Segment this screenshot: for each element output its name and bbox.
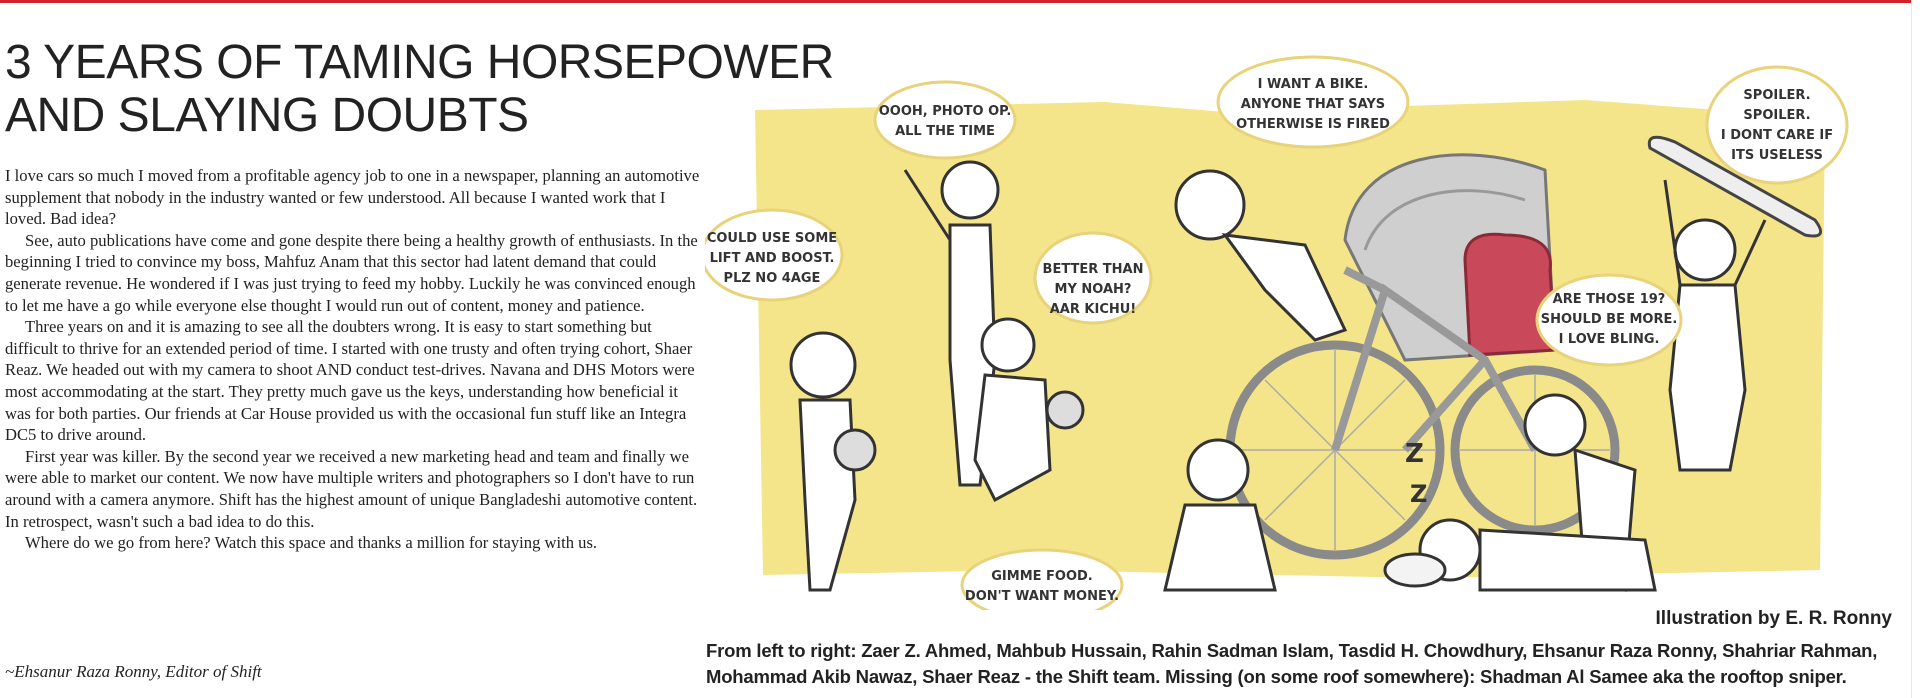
- bubble-line: ITS USELESS: [1731, 148, 1823, 163]
- bubble-line: ARE THOSE 19?: [1552, 292, 1666, 307]
- sleep-z: Z: [1410, 480, 1428, 508]
- bubble-line: SPOILER.: [1743, 88, 1811, 103]
- bubble-line: LIFT AND BOOST.: [709, 251, 835, 266]
- bubble-line: AAR KICHU!: [1049, 302, 1137, 317]
- person-head: [1188, 440, 1248, 500]
- article-paragraph: Three years on and it is amazing to see all the doubters wrong. It is easy to start something but difficult to thrive for an extended period of time. I started with one trusty and often trying cohort, Shaer Reaz. We headed out with my camera to shoot AND conduct test-drives. Navana and DHS Motors were most accommodating at the start. They pretty much gave us the keys, understanding how beneficial it was for both parties. Our friends at Car House provided us with the occasional fun stuff like an Integra DC5 to drive around.: [5, 317, 695, 445]
- bubble-line: OOOH, PHOTO OP.: [878, 104, 1012, 119]
- bubble-line: ALL THE TIME: [895, 124, 995, 139]
- bubble-line: I WANT A BIKE.: [1257, 77, 1369, 92]
- bubble-line: COULD USE SOME: [706, 231, 838, 246]
- bubble-line: GIMME FOOD.: [991, 569, 1093, 584]
- person-head: [1675, 220, 1735, 280]
- bubble-line: ANYONE THAT SAYS: [1240, 97, 1386, 112]
- bubble-line: OTHERWISE IS FIRED: [1236, 117, 1390, 132]
- article-paragraph: Where do we go from here? Watch this space and thanks a million for staying with us.: [25, 533, 598, 553]
- right-scroll-edge: [1911, 0, 1925, 698]
- sleep-z: Z: [1405, 439, 1424, 469]
- person-body: [1165, 505, 1275, 590]
- bubble-line: DON'T WANT MONEY.: [964, 589, 1120, 604]
- person-head: [1525, 395, 1585, 455]
- person-head: [1176, 171, 1244, 239]
- bubble-line: SHOULD BE MORE.: [1540, 312, 1678, 327]
- illustration-drawing: [705, 30, 1885, 610]
- bubble-line: SPOILER.: [1743, 108, 1811, 123]
- person-head: [982, 319, 1034, 371]
- bubble-line: I LOVE BLING.: [1558, 332, 1660, 347]
- page-title: 3 YEARS OF TAMING HORSEPOWER AND SLAYING DOUBTS: [5, 36, 834, 142]
- person-body: [1480, 530, 1655, 590]
- speech-bubble: [875, 82, 1015, 158]
- article-paragraph: First year was killer. By the second year we received a new marketing head and team and finally we were able to market our content. We now have multiple writers and photographers so I don't have to run around with a camera anymore. Shift has the highest amount of unique Bangladeshi automotive content. In retrospect, wasn't such a bad idea to do this.: [5, 446, 698, 531]
- author-signature: ~Ehsanur Raza Ronny, Editor of Shift: [5, 662, 262, 681]
- article-paragraph: I love cars so much I moved from a profitable agency job to one in a newspaper, planning an automotive supplement that nobody in the industry wanted or few understood. All because I wanted work that I loved. Bad idea?: [5, 166, 700, 229]
- illustration-credit: Illustration by E. R. Ronny: [1655, 608, 1892, 629]
- bubble-line: MY NOAH?: [1054, 282, 1132, 297]
- person-head: [791, 333, 855, 397]
- photo-caption: From left to right: Zaer Z. Ahmed, Mahbub Hussain, Rahin Sadman Islam, Tasdid H. Chowdhury, Ehsanur Raza Ronny, Shahriar Rahman, Mohammad Akib Nawaz, Shaer Reaz - the Shift team. Missing (on some roof somewhere): Shadman Al Samee aka the rooftop sniper.: [706, 640, 1878, 687]
- top-accent-bar: [0, 0, 1925, 3]
- speech-bubble: [1707, 67, 1847, 183]
- article-paragraph: See, auto publications have come and gone despite there being a healthy growth of enthusiasts. In the beginning I tried to convince my boss, Mahfuz Anam that this sector had latent demand that could generate revenue. He wondered if I was just trying to feed my hobby. Luckily he was convinced enough to let me have a go while everyone else thought I would run out of content, money and patience.: [5, 230, 698, 315]
- person-head: [942, 162, 998, 218]
- bubble-line: I DONT CARE IF: [1720, 128, 1834, 143]
- bubble-line: PLZ NO 4AGE: [723, 271, 821, 286]
- team-illustration: [705, 30, 1885, 610]
- article-body: [5, 165, 700, 554]
- bubble-line: BETTER THAN: [1042, 262, 1144, 277]
